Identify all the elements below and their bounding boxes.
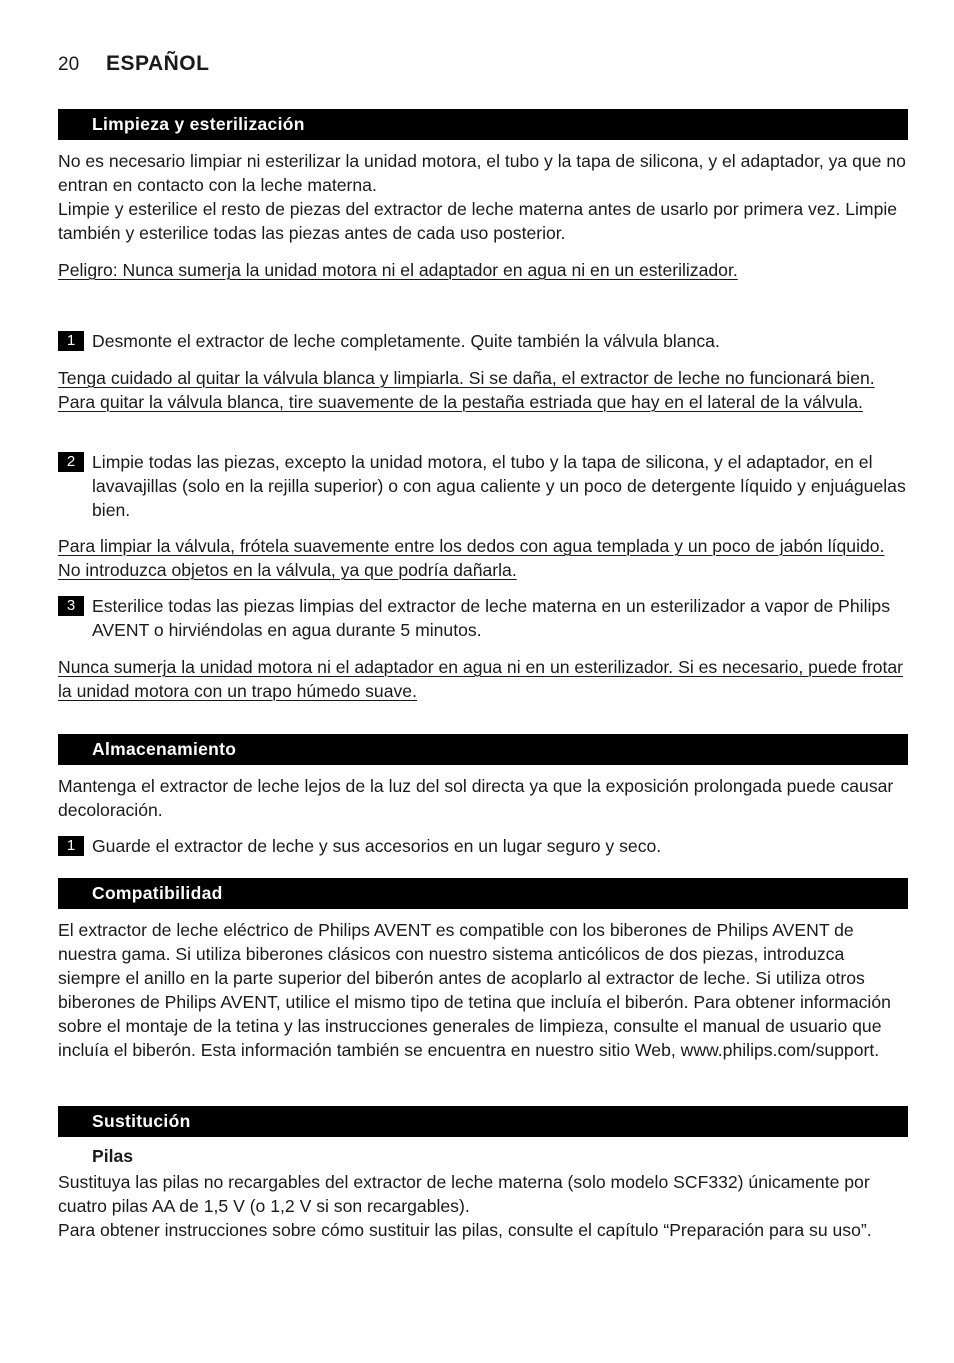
section-title: Sustitución <box>92 1111 191 1131</box>
replacement-text: Sustituya las pilas no recargables del extractor de leche materna (solo modelo SCF332) únicamente por cuatro pilas AA de 1,5 V (o 1,2 V si son recargables). Para obtener instrucciones sobre cómo sustituir las pilas, consulte el capítulo “Preparación para su uso”. <box>58 1172 872 1240</box>
batteries-subheading: Pilas <box>92 1146 134 1166</box>
section-header-replacement <box>58 1106 908 1137</box>
step-text: Esterilice todas las piezas limpias del extractor de leche materna en un esterilizador a vapor de Philips AVENT o hirviéndolas en agua durante 5 minutos. <box>92 596 890 640</box>
danger-warning: Peligro: Nunca sumerja la unidad motora ni el adaptador en agua ni en un esterilizador. <box>58 260 738 280</box>
page-number: 20 <box>58 54 80 75</box>
section-header-storage <box>58 734 908 765</box>
cleaning-note-1: Tenga cuidado al quitar la válvula blanca y limpiarla. Si se daña, el extractor de leche no funcionará bien. Para quitar la válvula blanca, tire suavemente de la pestaña estriada que hay en el lateral de la válvula. <box>58 368 875 412</box>
storage-intro: Mantenga el extractor de leche lejos de la luz del sol directa ya que la exposición prolongada puede causar decoloración. <box>58 776 894 820</box>
cleaning-note-3: Nunca sumerja la unidad motora ni el adaptador en agua ni en un esterilizador. Si es necesario, puede frotar la unidad motora con un trapo húmedo suave. <box>58 657 904 701</box>
section-title: Compatibilidad <box>92 883 223 903</box>
section-title: Limpieza y esterilización <box>92 114 305 134</box>
cleaning-note-2: Para limpiar la válvula, frótela suavemente entre los dedos con agua templada y un poco de jabón líquido. No introduzca objetos en la válvula, ya que podría dañarla. <box>58 536 885 580</box>
step-number: 1 <box>58 836 84 856</box>
step-number: 1 <box>58 331 84 351</box>
language-heading: ESPAÑOL <box>106 52 210 75</box>
step-text: Limpie todas las piezas, excepto la unidad motora, el tubo y la tapa de silicona, y el adaptador, en el lavavajillas (solo en la rejilla superior) o con agua caliente y un poco de detergente líquido y enjuáguelas bien. <box>92 452 906 520</box>
compatibility-text: El extractor de leche eléctrico de Philips AVENT es compatible con los biberones de Philips AVENT de nuestra gama. Si utiliza biberones clásicos con nuestro sistema anticólicos de dos piezas, introduzca siempre el anillo en la parte superior del biberón antes de acoplarlo al extractor de leche. Si utiliza otros biberones de Philips AVENT, utilice el mismo tipo de tetina que incluía el biberón. Para obtener información sobre el montaje de la tetina y las instrucciones generales de limpieza, consulte el manual de usuario que incluía el biberón. Esta información también se encuentra en nuestro sitio Web, www.philips.com/support. <box>58 920 891 1060</box>
step-number: 2 <box>58 452 84 472</box>
step-text: Desmonte el extractor de leche completamente. Quite también la válvula blanca. <box>92 331 720 351</box>
step-number: 3 <box>58 596 84 616</box>
section-title: Almacenamiento <box>92 739 237 759</box>
cleaning-intro: No es necesario limpiar ni esterilizar la unidad motora, el tubo y la tapa de silicona, y el adaptador, ya que no entran en contacto con la leche materna. Limpie y esterilice el resto de piezas del extractor de leche materna antes de usarlo por primera vez. Limpie también y esterilice todas las piezas antes de cada uso posterior. <box>58 151 906 243</box>
step-text: Guarde el extractor de leche y sus accesorios en un lugar seguro y seco. <box>92 836 662 856</box>
section-header-cleaning <box>58 109 908 140</box>
section-header-compatibility <box>58 878 908 909</box>
